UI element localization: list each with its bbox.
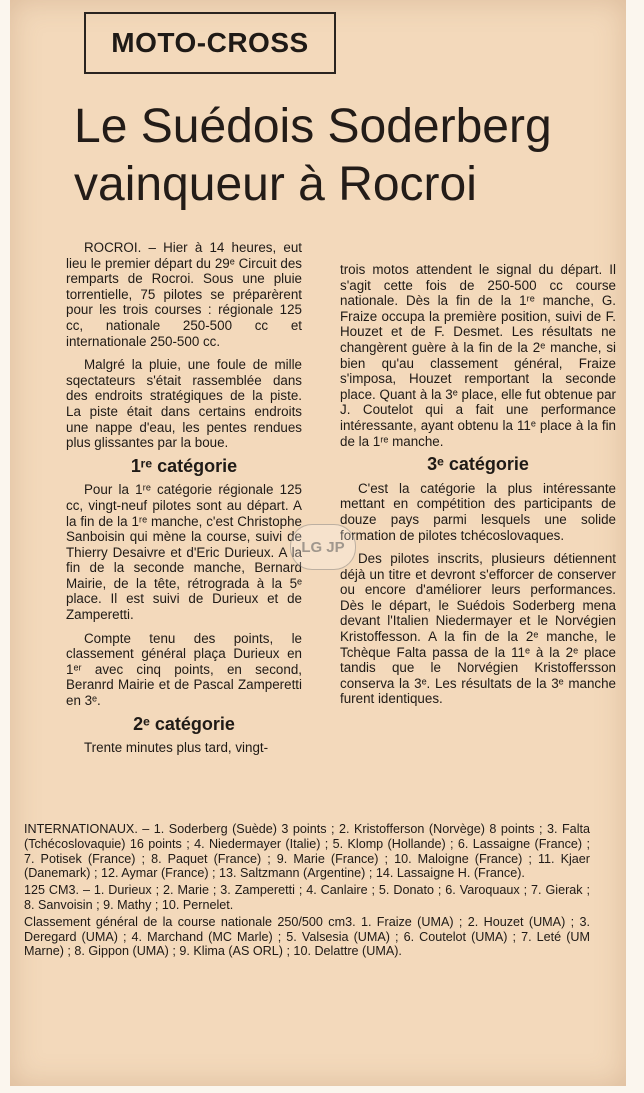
article-column-2: [340, 262, 616, 715]
paragraph: trois motos attendent le signal du départ. Il s'agit cette fois de 250-500 cc course nationale. Dès la fin de la 1ʳᵉ manche, G. Fraize occupa la première position, suivi de F. Houzet et de F. Desmet. Les résultats ne changèrent guère à la fin de la 2ᵉ manche, si bien qu'au classement général, Fraize s'imposa, Houzet remportant la seconde place. Quant à la 3ᵉ place, elle fut obtenue par J. Coutelot qui a fait une performance intéressante, ayant obtenu la 11ᵉ place à la fin de la 1ʳᵉ manche.: [340, 262, 616, 449]
paragraph: Compte tenu des points, le classement général plaça Durieux en 1ᵉʳ avec cinq points, en second, Beranrd Mairie et de Pascal Zamperetti en 3ᵉ.: [66, 630, 302, 709]
paragraph: Des pilotes inscrits, plusieurs détiennent déjà un titre et devront s'efforcer de conserver ou encore d'améliorer leurs performances. Dès le départ, le Suédois Soderberg mena devant l'Italien Niedermayer et le Norvégien Kristoffesson. A la fin de la 2ᵉ manche, le Tchèque Falta passa de la 11ᵉ à la 2ᵉ place tandis que le Norvégien Kristoffersson conserva la 3ᵉ. Les résultats de la 3ᵉ manche furent identiques.: [340, 551, 616, 707]
paragraph: ROCROI. – Hier à 14 heures, eut lieu le premier départ du 29ᵉ Circuit des remparts de Rocroi. Sous une pluie torrentielle, 75 pilotes se préparèrent pour les trois courses : régionale 125 cc, nationale 250-500 cc et internationale 250-500 cc.: [66, 240, 302, 349]
subheading-1re-categorie: 1ʳᵉ catégorie: [130, 455, 238, 476]
subheading-3e-categorie: 3ᵉ catégorie: [427, 454, 529, 475]
results-nationale: Classement général de la course nationale 250/500 cm3. 1. Fraize (UMA) ; 2. Houzet (UMA) ; 3. Deregard (UMA) ; 4. Marchand (MC Marle) ; 5. Valsesia (UMA) ; 6. Coutelot (UMA) ; 7. Leté (UM Marne) ; 8. Gippon (UMA) ; 9. Klima (AS ORL) ; 10. Delattre (UMA).: [24, 914, 590, 959]
paragraph: Trente minutes plus tard, vingt-: [84, 740, 269, 756]
paragraph: Pour la 1ʳᵉ catégorie régionale 125 cc, vingt-neuf pilotes sont au départ. A la fin de la 1ʳᵉ manche, c'est Christophe Sanboisin qui mène la course, suivi de Thierry Desaivre et d'Eric Durieux. A la fin de la seconde manche, Bernard Mairie, de la tête, rétrograda à la 5ᵉ place. Il est suivi de Durieux et de Zamperetti.: [66, 482, 302, 623]
collector-stamp-logo: LG JP: [290, 524, 356, 570]
results-125cc: 125 CM3. – 1. Durieux ; 2. Marie ; 3. Zamperetti ; 4. Canlaire ; 5. Donato ; 6. Varoquaux ; 7. Gierak ; 8. Sanvoisin ; 9. Mathy ; 10. Pernelet.: [24, 883, 590, 912]
results-internationaux: INTERNATIONAUX. – 1. Soderberg (Suède) 3 points ; 2. Kristofferson (Norvège) 8 points ; 3. Falta (Tchécoslovaquie) 16 points ; 4. Niedermayer (Italie) ; 5. Klomp (Hollande) ; 6. Lassaigne (France) ; 7. Potisek (France) ; 8. Paquet (France) ; 9. Marie (France) ; 10. Maloigne (France) ; 11. Kjaer (Danemark) ; 12. Aymar (France) ; 13. Saltzmann (Argentine) ; 14. Lassaigne H. (France).: [24, 822, 590, 881]
paragraph: C'est la catégorie la plus intéressante mettant en compétition des participants de douze pays parmi lesquels une solide formation de pilotes tchécoslovaques.: [340, 480, 616, 543]
results-block: [24, 822, 590, 961]
article-headline: Le Suédois Soderberg vainqueur à Rocroi: [74, 100, 552, 211]
section-kicker: MOTO-CROSS: [84, 12, 336, 74]
paragraph: Malgré la pluie, une foule de mille sqectateurs s'était rassemblée dans des endroits stratégiques de la piste. La piste était dans certains endroits une nappe d'eau, les pentes rendues plus glissantes par la boue.: [66, 357, 302, 451]
subheading-2e-categorie: 2ᵉ catégorie: [133, 713, 235, 734]
article-column-1: [66, 240, 302, 764]
